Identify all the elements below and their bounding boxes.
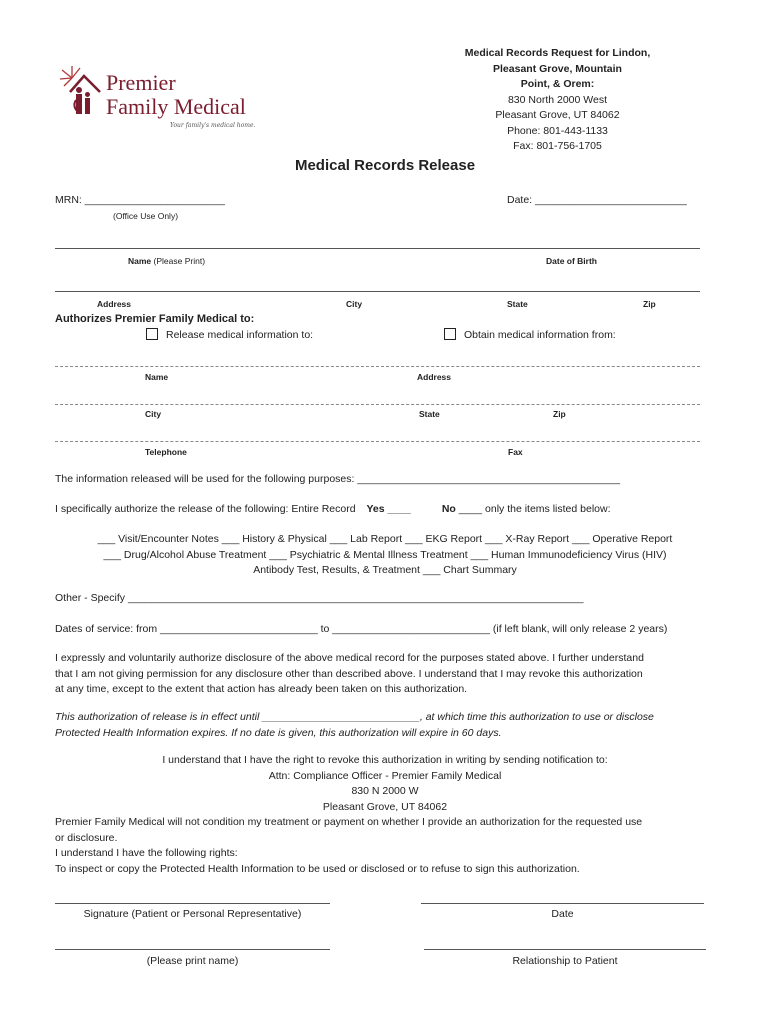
header-line: Phone: 801-443-1133 <box>507 124 608 137</box>
authorizes-heading: Authorizes Premier Family Medical to: <box>55 313 255 325</box>
rights-line: To inspect or copy the Protected Health Information to be used or disclosed or to refuse to sign this authorization. <box>55 862 580 875</box>
print-name-label: (Please print name) <box>146 955 239 967</box>
other-specify-field[interactable]: Other - Specify ______________________________________________________________________________ <box>55 592 584 604</box>
yes-field[interactable]: Yes ____ <box>366 503 411 515</box>
header-line: Pleasant Grove, UT 84062 <box>495 109 620 121</box>
recipient-name-line[interactable] <box>55 366 700 367</box>
recipient-zip-label: Zip <box>553 409 566 419</box>
logo-line1: Premier <box>106 70 176 95</box>
expiration-paragraph <box>55 710 654 741</box>
purposes-field[interactable]: The information released will be used for the following purposes: _____________________________________________ <box>55 473 621 485</box>
revoke-line: Pleasant Grove, UT 84062 <box>322 800 448 813</box>
patient-name-label: Name <box>128 256 152 266</box>
signature-date-label: Date <box>551 908 574 920</box>
specific-authorization-row <box>55 503 611 515</box>
no-field[interactable]: ____ only the items listed below: <box>458 503 611 515</box>
no-label: No <box>441 503 456 515</box>
recipient-name-label: Name <box>145 372 169 382</box>
revoke-line: 830 N 2000 W <box>351 785 419 797</box>
signature-label: Signature (Patient or Personal Representative) <box>83 908 302 920</box>
page-title: Medical Records Release <box>294 157 476 174</box>
revoke-block <box>0 753 770 815</box>
relationship-line[interactable] <box>424 949 706 950</box>
clinic-logo <box>58 64 268 134</box>
logo-line2: Family Medical <box>106 94 246 119</box>
header-line: Fax: 801-756-1705 <box>513 140 602 152</box>
print-name-line[interactable] <box>55 949 330 950</box>
disclosure-paragraph <box>55 651 644 698</box>
expiration-line[interactable]: This authorization of release is in effect until ___________________________, at which time this authorization to use or disclose <box>55 711 654 723</box>
expiration-line: Protected Health Information expires. If no date is given, this authorization will expire in 60 days. <box>55 726 502 739</box>
patient-address-line[interactable] <box>55 291 700 292</box>
rights-block <box>55 815 642 877</box>
header-line: Medical Records Request for Lindon, <box>464 47 651 59</box>
recipient-address-label: Address <box>417 372 452 382</box>
patient-name-hint: (Please Print) <box>153 256 206 266</box>
header-line: Pleasant Grove, Mountain <box>493 62 622 75</box>
rights-line: or disclosure. <box>55 831 118 844</box>
family-logo-icon <box>58 64 104 128</box>
release-checkbox[interactable] <box>146 328 158 340</box>
city-label: City <box>346 299 363 309</box>
recipient-fax-label: Fax <box>508 447 523 457</box>
release-label: Release medical information to: <box>166 329 314 341</box>
patient-name-label-group <box>128 256 205 266</box>
header-line: Point, & Orem: <box>520 78 595 90</box>
state-label: State <box>507 299 528 309</box>
obtain-option[interactable] <box>444 328 616 341</box>
signature-date-line[interactable] <box>421 903 704 904</box>
logo-tagline: Your family's medical home. <box>170 122 256 129</box>
relationship-label: Relationship to Patient <box>512 955 618 967</box>
dob-label: Date of Birth <box>546 256 597 266</box>
address-label: Address <box>97 299 132 309</box>
header-line: 830 North 2000 West <box>507 93 608 106</box>
items-row[interactable]: ___ Visit/Encounter Notes ___ History & Physical ___ Lab Report ___ EKG Report ___ X-Ray Report ___ Operative Report <box>97 533 673 545</box>
disclosure-line: I expressly and voluntarily authorize disclosure of the above medical record for the purposes stated above. I further understand <box>55 652 644 664</box>
zip-label: Zip <box>643 299 656 309</box>
recipient-city-line[interactable] <box>55 404 700 405</box>
patient-name-line[interactable] <box>55 248 700 249</box>
revoke-line: I understand that I have the right to revoke this authorization in writing by sending notification to: <box>162 754 608 766</box>
recipient-state-label: State <box>419 409 440 419</box>
date-field[interactable]: Date: __________________________ <box>507 194 687 206</box>
mrn-field[interactable]: MRN: ________________________ <box>55 194 225 206</box>
release-option[interactable] <box>146 328 313 341</box>
dates-of-service-field[interactable]: Dates of service: from ___________________________ to ___________________________ (if left blank, will only release 2 years) <box>55 623 668 635</box>
clinic-address-block <box>455 46 660 155</box>
rights-line: I understand I have the following rights: <box>55 847 238 859</box>
recipient-telephone-label: Telephone <box>145 447 187 457</box>
items-row[interactable]: Antibody Test, Results, & Treatment ___ Chart Summary <box>253 564 517 576</box>
mrn-note: (Office Use Only) <box>113 211 179 221</box>
rights-line: Premier Family Medical will not condition my treatment or payment on whether I provide an authorization for the requested use <box>55 816 643 828</box>
revoke-line: Attn: Compliance Officer - Premier Family Medical <box>268 769 502 782</box>
obtain-label: Obtain medical information from: <box>464 329 616 341</box>
recipient-phone-line[interactable] <box>55 441 700 442</box>
disclosure-line: at any time, except to the extent that action has already been taken on this authorization. <box>55 683 468 695</box>
items-row[interactable]: ___ Drug/Alcohol Abuse Treatment ___ Psychiatric & Mental Illness Treatment ___ Human Immunodeficiency Virus (HIV) <box>103 548 667 561</box>
items-list <box>0 532 770 579</box>
disclosure-line: that I am not giving permission for any disclosure other than described above. I understand that I may revoke this authorization <box>55 667 643 680</box>
specific-intro: I specifically authorize the release of the following: Entire Record <box>55 503 356 515</box>
signature-line[interactable] <box>55 903 330 904</box>
recipient-city-label: City <box>145 409 162 419</box>
obtain-checkbox[interactable] <box>444 328 456 340</box>
